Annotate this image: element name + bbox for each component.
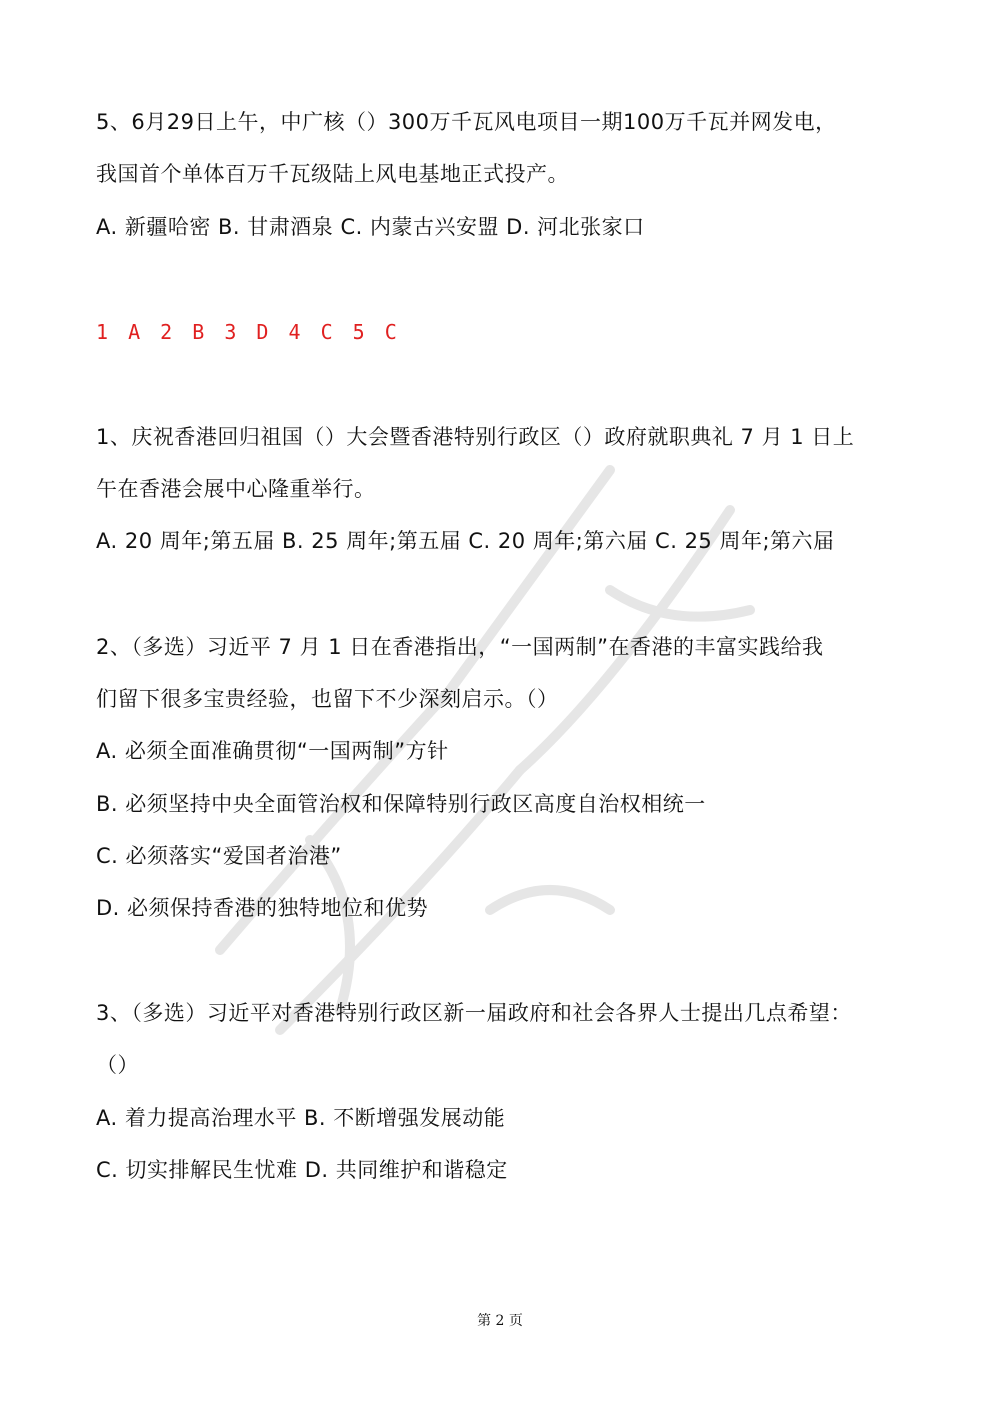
question-2-option-a: A. 必须全面准确贯彻“一国两制”方针 xyxy=(96,739,449,763)
question-2-option-d: D. 必须保持香港的独特地位和优势 xyxy=(96,896,429,920)
page-number: 第 2 页 xyxy=(477,1313,523,1329)
question-3-options-row-1: A. 着力提高治理水平 B. 不断增强发展动能 xyxy=(96,1106,506,1130)
question-5-text-line-2: 我国首个单体百万千瓦级陆上风电基地正式投产。 xyxy=(96,162,569,186)
question-2-option-c: C. 必须落实“爱国者治港” xyxy=(96,844,342,868)
question-2-option-b: B. 必须坚持中央全面管治权和保障特别行政区高度自治权相统一 xyxy=(96,792,706,816)
question-3-text-line-2: （） xyxy=(96,1053,139,1077)
question-1-options: A. 20 周年;第五届 B. 25 周年;第五届 C. 20 周年;第六届 C. 25 周年;第六届 xyxy=(96,529,835,553)
question-5-text-line-1: 5、6月29日上午，中广核（）300万千瓦风电项目一期100万千瓦并网发电， xyxy=(96,110,837,134)
question-2-text-line-1: 2、（多选）习近平 7 月 1 日在香港指出，“一国两制”在香港的丰富实践给我 xyxy=(96,635,824,659)
question-5-options: A. 新疆哈密 B. 甘肃酒泉 C. 内蒙古兴安盟 D. 河北张家口 xyxy=(96,215,645,239)
answer-key: 1 A 2 B 3 D 4 C 5 C xyxy=(96,320,401,344)
question-1-text-line-1: 1、庆祝香港回归祖国（）大会暨香港特别行政区（）政府就职典礼 7 月 1 日上 xyxy=(96,425,855,449)
question-2-text-line-2: 们留下很多宝贵经验，也留下不少深刻启示。（） xyxy=(96,687,559,711)
question-3-text-line-1: 3、（多选）习近平对香港特别行政区新一届政府和社会各界人士提出几点希望： xyxy=(96,1001,852,1025)
question-3-options-row-2: C. 切实排解民生忧难 D. 共同维护和谐稳定 xyxy=(96,1158,508,1182)
question-1-text-line-2: 午在香港会展中心隆重举行。 xyxy=(96,477,376,501)
